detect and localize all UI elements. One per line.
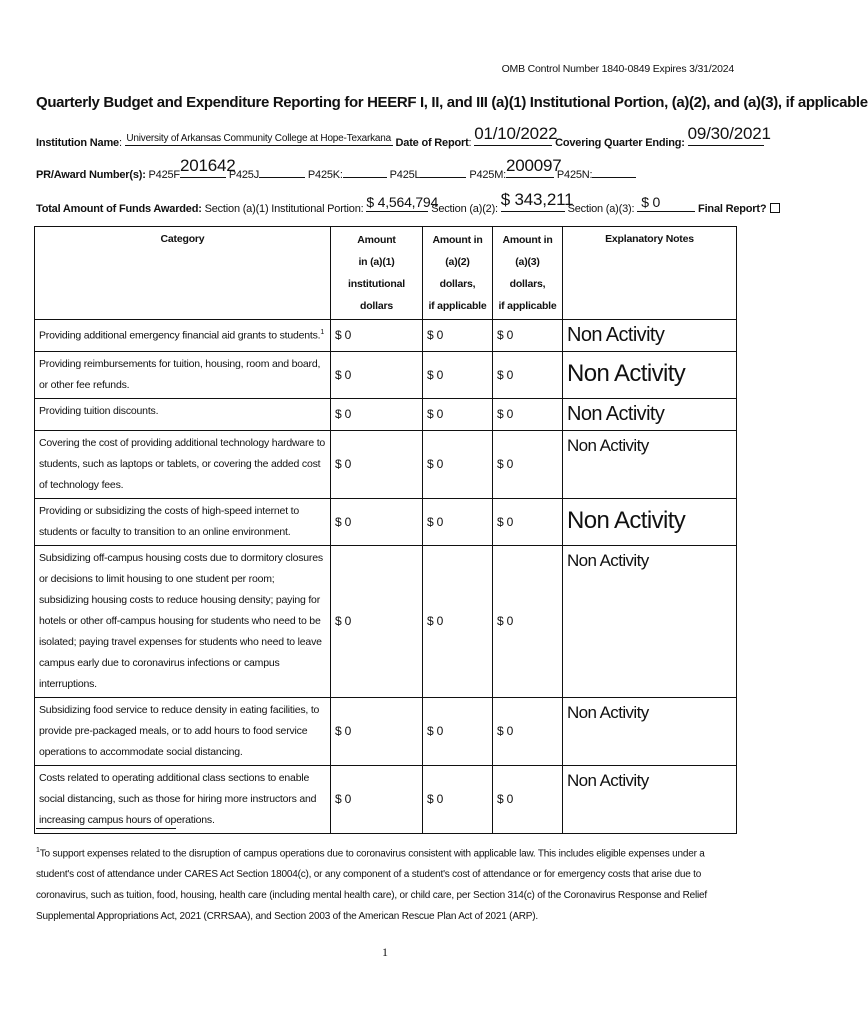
p425f-field[interactable]: [179, 156, 236, 178]
date-of-report-label: Date of Report: [395, 137, 469, 149]
footnote: [36, 840, 736, 927]
date-of-report-value: 01/10/2022: [474, 124, 558, 143]
table-row: [35, 766, 737, 834]
note-cell[interactable]: Non Activity: [563, 499, 737, 546]
p425k-label: P425K:: [307, 169, 343, 181]
header-a1: Amount in (a)(1) institutional dollars: [331, 227, 423, 320]
date-of-report-field[interactable]: [474, 124, 558, 146]
final-report-checkbox[interactable]: [770, 203, 780, 213]
covering-quarter-label: Covering Quarter Ending:: [555, 137, 685, 149]
p425f-value: 201642: [179, 156, 236, 175]
p425j-field[interactable]: [259, 165, 305, 178]
a1-cell[interactable]: $ 0: [331, 352, 423, 399]
p425k-field[interactable]: [343, 165, 387, 178]
section-a3-value: $ 0: [641, 194, 661, 210]
a3-cell[interactable]: $ 0: [493, 320, 563, 352]
header-category: Category: [35, 227, 331, 320]
note-cell[interactable]: Non Activity: [563, 399, 737, 431]
section-a2-label: Section (a)(2):: [431, 203, 498, 215]
section-a3-label: Section (a)(3):: [567, 203, 635, 215]
note-cell[interactable]: Non Activity: [563, 352, 737, 399]
category-cell: Providing or subsidizing the costs of high-speed internet to students or faculty to transition to an online environment.: [35, 499, 331, 546]
table-row: [35, 431, 737, 499]
a3-cell[interactable]: $ 0: [493, 766, 563, 834]
funds-line: [36, 190, 780, 215]
table-row: [35, 399, 737, 431]
p425n-label: P425N:: [556, 169, 593, 181]
omb-control-number: OMB Control Number 1840-0849 Expires 3/31/2024: [501, 63, 734, 75]
a2-cell[interactable]: $ 0: [423, 698, 493, 766]
a3-cell[interactable]: $ 0: [493, 546, 563, 698]
pr-award-label: PR/Award Number(s):: [36, 169, 146, 181]
pr-award-line: [36, 156, 636, 181]
final-report-label: Final Report?: [698, 203, 767, 215]
category-cell: Costs related to operating additional class sections to enable social distancing, such as those for hiring more instructors and increasing campus hours of operations.: [35, 766, 331, 834]
covering-quarter-field[interactable]: [687, 124, 771, 146]
category-cell: Providing additional emergency financial aid grants to students.$^1$: [35, 320, 331, 352]
institution-line: Institution Name: University of Arkansas Community College at Hope-Texarkana Date of Report: 01/10/2022 Covering Quarter Ending: 09/30/2021: [36, 124, 771, 149]
table-row: [35, 698, 737, 766]
a1-cell[interactable]: $ 0: [331, 320, 423, 352]
a1-cell[interactable]: $ 0: [331, 766, 423, 834]
a3-cell[interactable]: $ 0: [493, 499, 563, 546]
a3-cell[interactable]: $ 0: [493, 399, 563, 431]
institution-name-label: Institution Name: [36, 137, 119, 149]
a2-cell[interactable]: $ 0: [423, 499, 493, 546]
table-row: [35, 320, 737, 352]
a2-cell[interactable]: $ 0: [423, 320, 493, 352]
a2-cell[interactable]: $ 0: [423, 431, 493, 499]
category-cell: Providing tuition discounts.: [35, 399, 331, 431]
page-title: Quarterly Budget and Expenditure Reporting for HEERF I, II, and III (a)(1) Institutional Portion, (a)(2), and (a)(3), if applicable: [36, 94, 868, 111]
category-cell: Subsidizing food service to reduce density in eating facilities, to provide pre-packaged meals, or to add hours to food service operations to accommodate social distancing.: [35, 698, 331, 766]
section-a1-field[interactable]: [366, 194, 439, 212]
a1-cell[interactable]: $ 0: [331, 698, 423, 766]
category-cell: Providing reimbursements for tuition, housing, room and board, or other fee refunds.: [35, 352, 331, 399]
section-a1-value: $ 4,564,794: [366, 194, 439, 210]
footnote-ref: 1: [320, 329, 325, 336]
expenditure-table: [34, 226, 737, 834]
a2-cell[interactable]: $ 0: [423, 399, 493, 431]
category-cell: Covering the cost of providing additional technology hardware to students, such as laptops or tablets, or covering the added cost of technology fees.: [35, 431, 331, 499]
p425m-value: 200097: [506, 156, 562, 175]
note-cell[interactable]: Non Activity: [563, 431, 737, 499]
note-cell[interactable]: Non Activity: [563, 546, 737, 698]
table-row: [35, 546, 737, 698]
footnote-marker: 1: [36, 847, 40, 854]
p425m-field[interactable]: [506, 156, 562, 178]
p425l-label: P425L: [389, 169, 421, 181]
p425m-label: P425M:: [469, 169, 507, 181]
page-number: 1: [382, 945, 388, 959]
a2-cell[interactable]: $ 0: [423, 546, 493, 698]
a1-cell[interactable]: $ 0: [331, 499, 423, 546]
header-a2: Amount in (a)(2) dollars, if applicable: [423, 227, 493, 320]
footnote-text: To support expenses related to the disruption of campus operations due to coronavirus consistent with applicable law. This includes eligible expenses under a student's cost of attendance under CARES Act Section 18004(c), or any component of a student's cost of attendance or for emergency costs that arise due to coronavirus, such as tuition, food, housing, health care (including mental health care), or child care, per Section 314(c) of the Coronavirus Response and Relief Supplemental Appropriations Act, 2021 (CRRSAA), and Section 2003 of the American Rescue Plan Act of 2021 (ARP).: [36, 848, 707, 923]
section-a3-field[interactable]: [637, 194, 695, 212]
footnote-divider: [36, 828, 176, 829]
category-cell: Subsidizing off-campus housing costs due to dormitory closures or decisions to limit housing to one student per room; subsidizing housing costs to reduce housing density; paying for hotels or other off-campus housing for students who need to be isolated; paying travel expenses for students who need to leave campus early due to coronavirus infections or campus interruptions.: [35, 546, 331, 698]
table-row: [35, 499, 737, 546]
a1-cell[interactable]: $ 0: [331, 399, 423, 431]
section-a2-field[interactable]: [500, 190, 574, 212]
table-row: [35, 352, 737, 399]
covering-quarter-value: 09/30/2021: [687, 124, 771, 143]
a2-cell[interactable]: $ 0: [423, 352, 493, 399]
p425j-label: P425J: [228, 169, 260, 181]
note-cell[interactable]: Non Activity: [563, 766, 737, 834]
note-cell[interactable]: Non Activity: [563, 320, 737, 352]
a3-cell[interactable]: $ 0: [493, 431, 563, 499]
header-a3: Amount in (a)(3) dollars, if applicable: [493, 227, 563, 320]
a1-cell[interactable]: $ 0: [331, 546, 423, 698]
a3-cell[interactable]: $ 0: [493, 352, 563, 399]
a2-cell[interactable]: $ 0: [423, 766, 493, 834]
a1-cell[interactable]: $ 0: [331, 431, 423, 499]
institution-name-field[interactable]: [125, 133, 393, 146]
p425n-field[interactable]: [592, 165, 636, 178]
institution-name-value: University of Arkansas Community College at Hope-Texarkana: [126, 133, 391, 144]
p425l-field[interactable]: [420, 165, 466, 178]
table-header-row: [35, 227, 737, 320]
a3-cell[interactable]: $ 0: [493, 698, 563, 766]
section-a1-label: Section (a)(1) Institutional Portion:: [204, 203, 364, 215]
p425f-label: P425F: [148, 169, 180, 181]
section-a2-value: $ 343,211: [500, 190, 574, 209]
total-funds-label: Total Amount of Funds Awarded:: [36, 203, 202, 215]
note-cell[interactable]: Non Activity: [563, 698, 737, 766]
header-notes: Explanatory Notes: [563, 227, 737, 320]
